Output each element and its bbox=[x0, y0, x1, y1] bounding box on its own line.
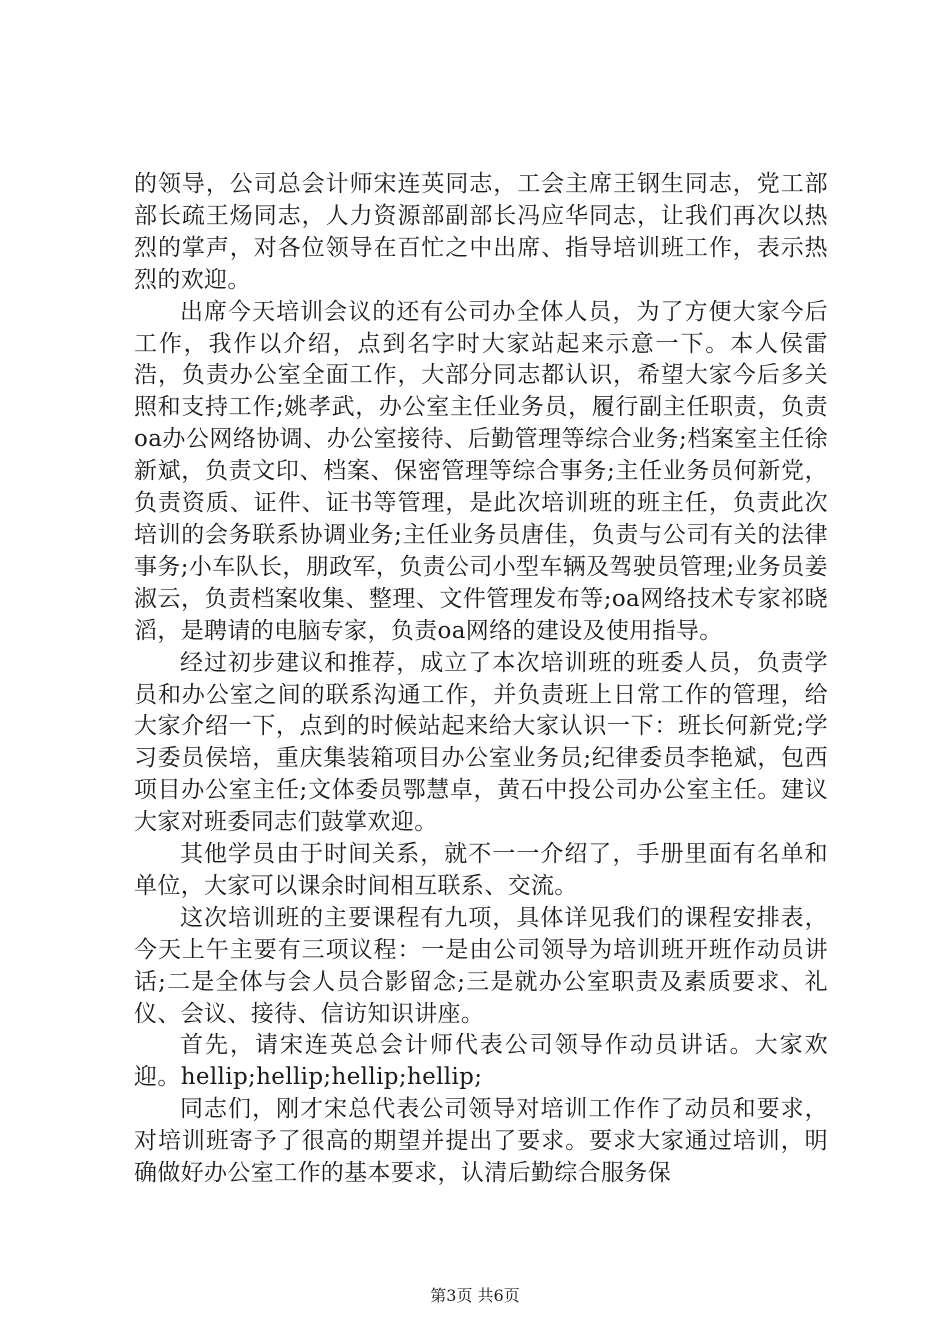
paragraph-1: 的领导，公司总会计师宋连英同志，工会主席王钢生同志，党工部部长疏王炀同志，人力资源部副部长冯应华同志，让我们再次以热烈的掌声，对各位领导在百忙之中出席、指导培训班工作，表示热烈的欢迎。 bbox=[134, 171, 828, 293]
paragraph-5: 这次培训班的主要课程有九项，具体详见我们的课程安排表，今天上午主要有三项议程：一是由公司领导为培训班开班作动员讲话;二是全体与会人员合影留念;三是就办公室职责及素质要求、礼仪、会议、接待、信访知识讲座。 bbox=[134, 904, 828, 1027]
document-body bbox=[134, 169, 828, 1190]
paragraph-4: 其他学员由于时间关系，就不一一介绍了，手册里面有名单和单位，大家可以课余时间相互联系、交流。 bbox=[134, 841, 828, 899]
page-number-footer: 第3页 共6页 bbox=[430, 1286, 520, 1305]
paragraph-3: 经过初步建议和推荐，成立了本次培训班的班委人员，负责学员和办公室之间的联系沟通工作，并负责班上日常工作的管理，给大家介绍一下，点到的时候站起来给大家认识一下：班长何新党;学习委员侯培，重庆集装箱项目办公室业务员;纪律委员李艳斌，包西项目办公室主任;文体委员鄂慧卓，黄石中投公司办公室主任。建议大家对班委同志们鼓掌欢迎。 bbox=[134, 649, 828, 836]
paragraph-2: 出席今天培训会议的还有公司办全体人员，为了方便大家今后工作，我作以介绍，点到名字时大家站起来示意一下。本人侯雷浩，负责办公室全面工作，大部分同志都认识，希望大家今后多关照和支持工作;姚孝武，办公室主任业务员，履行副主任职责，负责oa办公网络协调、办公室接待、后勤管理等综合业务;档案室主任徐新斌，负责文印、档案、保密管理等综合事务;主任业务员何新党，负责资质、证件、证书等管理，是此次培训班的班主任，负责此次培训的会务联系协调业务;主任业务员唐佳，负责与公司有关的法律事务;小车队长，朋政军，负责公司小型车辆及驾驶员管理;业务员姜淑云，负责档案收集、整理、文件管理发布等;oa网络技术专家祁晓滔，是聘请的电脑专家，负责oa网络的建设及使用指导。 bbox=[134, 298, 828, 644]
paragraph-7: 同志们，刚才宋总代表公司领导对培训工作作了动员和要求，对培训班寄予了很高的期望并提出了要求。要求大家通过培训，明确做好办公室工作的基本要求，认清后勤综合服务保 bbox=[134, 1096, 828, 1187]
paragraph-6: 首先，请宋连英总会计师代表公司领导作动员讲话。大家欢迎。hellip;hellip;hellip;hellip; bbox=[134, 1032, 828, 1091]
